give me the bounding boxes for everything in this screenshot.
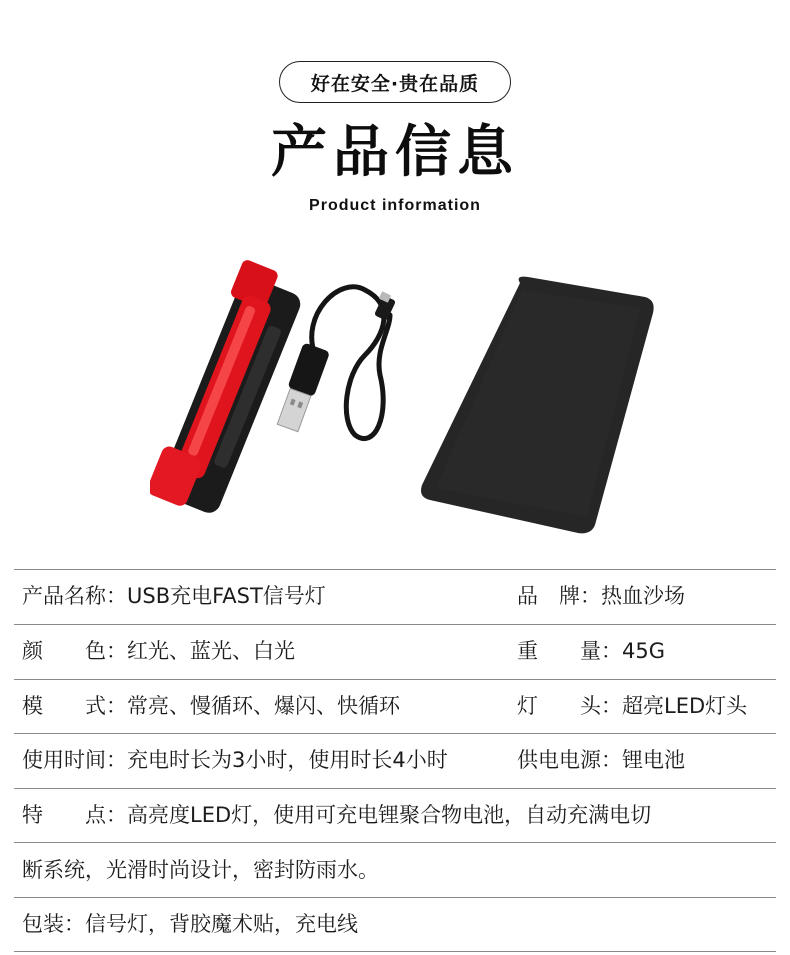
spec-power-source: 供电电源：锂电池 xyxy=(517,748,685,772)
spec-lamp-head: 灯 头：超亮LED灯头 xyxy=(517,694,748,718)
table-divider xyxy=(14,733,776,734)
spec-mode: 模 式：常亮、慢循环、爆闪、快循环 xyxy=(22,694,400,718)
spec-usage-time: 使用时间：充电时长为3小时，使用时长4小时 xyxy=(22,748,448,772)
spec-brand: 品 牌：热血沙场 xyxy=(517,584,685,608)
product-image xyxy=(150,245,670,545)
table-divider xyxy=(14,951,776,952)
spec-package: 包装：信号灯，背胶魔术贴，充电线 xyxy=(22,912,358,936)
spec-features: 特 点：高亮度LED灯，使用可充电锂聚合物电池，自动充满电切 xyxy=(22,803,652,827)
spec-weight: 重 量：45G xyxy=(517,639,665,663)
page-title: 产品信息 xyxy=(271,120,519,185)
page-subtitle: Product information xyxy=(309,197,481,214)
table-divider xyxy=(14,569,776,570)
table-divider xyxy=(14,788,776,789)
spec-color: 颜 色：红光、蓝光、白光 xyxy=(22,639,295,663)
spec-product-name: 产品名称：USB充电FAST信号灯 xyxy=(22,584,326,608)
tail-light xyxy=(150,257,309,520)
table-divider xyxy=(14,897,776,898)
table-divider xyxy=(14,679,776,680)
usb-a-plug xyxy=(274,342,330,432)
slogan-badge: 好在安全·贵在品质 xyxy=(279,61,511,103)
spec-features-continued: 断系统，光滑时尚设计，密封防雨水。 xyxy=(22,858,379,882)
table-divider xyxy=(14,842,776,843)
table-divider xyxy=(14,624,776,625)
